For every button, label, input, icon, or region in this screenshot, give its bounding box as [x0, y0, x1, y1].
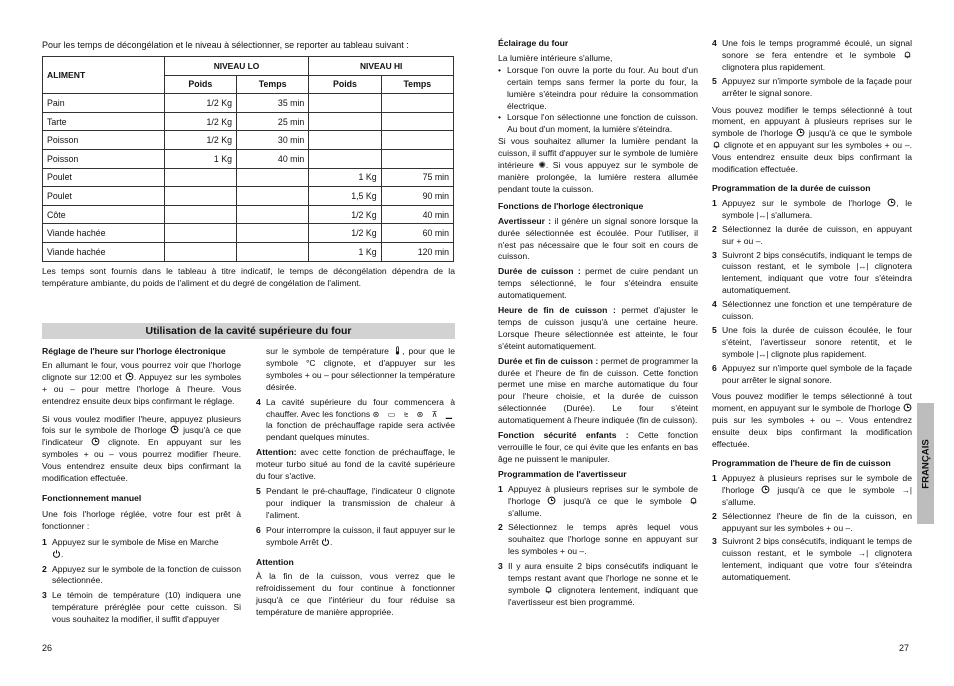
poids-lo-cell: 1/2 Kg [164, 131, 236, 150]
sub-temps-hi: Temps [381, 75, 453, 94]
temps-lo-cell [236, 187, 308, 206]
para-attention: Attention: avec cette fonction de préchauffage, le moteur turbo situé au fond de la cavité supérieure du four s'active. [256, 447, 455, 482]
oven-function-icons: ⊛ ▭ ⩬ ⊛ ⊼ ▁ [372, 409, 455, 419]
temps-lo-cell [236, 242, 308, 261]
para-avertisseur: Avertisseur : il génère un signal sonore lorsque la durée sélectionnée est écoulée. Pour l'utiliser, il n'est pas nécessaire que le four soit en cours de cuisson. [498, 215, 698, 262]
temps-lo-cell: 30 min [236, 131, 308, 150]
bell-icon [712, 140, 721, 149]
poids-lo-cell [164, 224, 236, 243]
section-title: Utilisation de la cavité supérieure du four [42, 323, 455, 339]
power-icon [52, 549, 61, 558]
temps-lo-cell: 25 min [236, 112, 308, 131]
clock-icon [91, 437, 100, 446]
table-row [43, 224, 454, 243]
avert-step-1: 1 Appuyez à plusieurs reprises sur le symbole de l'horloge jusqu'à ce que le symbole s'allume. [498, 483, 698, 518]
col-niveau-hi: NIVEAU HI [309, 57, 454, 76]
para-duree: Durée de cuisson : permet de cuire pendant un temps sélectionné, le four s'éteindra ensuite automatiquement. [498, 266, 698, 301]
duree-step-3: 3 Suivront 2 bips consécutifs, indiquant le temps de cuisson restant, et le symbole |↔| clignotera lentement, indiquant que votre four s'éteindra automatiquement. [712, 249, 912, 296]
light-icon: ✺ [538, 160, 546, 171]
temps-hi-cell [381, 149, 453, 168]
poids-lo-cell [164, 242, 236, 261]
intro-text: Pour les temps de décongélation et le niveau à sélectionner, se reporter au tableau suivant : [42, 40, 409, 50]
aliment-cell: Viande hachée [43, 224, 165, 243]
poids-hi-cell: 1 Kg [309, 168, 381, 187]
page-number-right: 27 [899, 643, 910, 653]
temps-hi-cell: 90 min [381, 187, 453, 206]
fin-step-2: 2 Sélectionnez l'heure de fin de la cuisson, en appuyant sur les symboles + ou –. [712, 510, 912, 533]
temps-lo-cell: 35 min [236, 94, 308, 113]
aliment-cell: Pain [43, 94, 165, 113]
step-4: 4 La cavité supérieure du four commencera à chauffer. Avec les fonctions ⊛ ▭ ⩬ ⊛ ⊼ ▁ la fonction de préchauffage rapide sera activée pendant quelques minutes. [256, 396, 455, 443]
avert-step-3: 3 Il y aura ensuite 2 bips consécutifs indiquant le temps restant avant que l'horloge ne sonne et le symbole clignotera lentement, indiquant que l'avertisseur est bien programmé. [498, 561, 699, 607]
defrost-table [42, 56, 454, 262]
poids-lo-cell: 1 Kg [164, 149, 236, 168]
para-duree-fin: Durée et fin de cuisson : permet de programmer la durée et l'heure de fin de cuisson. Cette fonction permet une mise en marche automatique du four pour l'heure choisie, et la durée de cuisson sélectionnée (Durée). Le four s'éteint automatiquement à l'heure indiquée (fin de cuisson). [498, 355, 698, 426]
poids-lo-cell [164, 205, 236, 224]
temps-hi-cell: 60 min [381, 224, 453, 243]
col-niveau-lo: NIVEAU LO [164, 57, 309, 76]
poids-hi-cell: 1,5 Kg [309, 187, 381, 206]
duree-step-4: 4 Sélectionnez une fonction et une température de cuisson. [712, 299, 912, 322]
heading-reglage: Réglage de l'heure sur l'horloge électronique [42, 346, 226, 356]
aliment-cell: Tarte [43, 112, 165, 131]
table-note: Les temps sont fournis dans le tableau à titre indicatif, le temps de décongélation dépendra de la température ambiante, du poids de l'aliment et du degré de congélation de l'aliment. [42, 266, 455, 288]
col-aliment: ALIMENT [43, 57, 165, 94]
temps-hi-cell: 40 min [381, 205, 453, 224]
para-lumiere: La lumière intérieure s'allume, [498, 52, 613, 63]
temps-hi-cell: 75 min [381, 168, 453, 187]
bell-icon [544, 585, 553, 594]
heading-prog-duree: Programmation de la durée de cuisson [712, 182, 871, 193]
step-2: 2 Appuyez sur le symbole de la fonction de cuisson sélectionnée. [42, 563, 241, 586]
end-time-icon: →| [858, 549, 869, 559]
step-6: 6 Pour interrompre la cuisson, il faut appuyer sur le symbole Arrêt . [256, 524, 455, 547]
page-number-left: 26 [42, 643, 53, 653]
para-modifier: Si vous voulez modifier l'heure, appuyez plusieurs fois sur le symbole de l'horloge jusqu'à ce que l'indicateur clignote. En appuyant sur les symboles + ou – vous pourrez modifier l'heure. Vous entendrez ensuite deux bips confirmant la modification effectuée. [42, 413, 242, 484]
para-fin-cuisson: À la fin de la cuisson, vous verrez que le refroidissement du four continue à fonctionner jusqu'à ce que l'intérieur du four réduise sa température de manière appropriée. [256, 571, 455, 618]
table-row [43, 94, 454, 113]
poids-lo-cell: 1/2 Kg [164, 112, 236, 131]
sub-temps-lo: Temps [236, 75, 308, 94]
bullet-2: • Lorsque l'on sélectionne une fonction de cuisson. Au bout d'un moment, la lumière s'éteindra. [498, 112, 698, 135]
step-1: 1 Appuyez sur le symbole de Mise en Marche . [42, 536, 219, 559]
language-tab: FRANÇAIS [917, 403, 934, 524]
heading-attention: Attention [256, 556, 294, 567]
para-allumer: Si vous souhaitez allumer la lumière pendant la cuisson, il suffit d'appuyer sur le symbole de lumière intérieure ✺. Si vous appuyez sur le symbole de manière prolongée, la lumière restera allumée pendant toute la cuisson. [498, 136, 699, 194]
fin-step-1: 1 Appuyez à plusieurs reprises sur le symbole de l'horloge jusqu'à ce que le symbole →| s'allume. [712, 472, 912, 507]
duration-icon: |↔| [756, 349, 769, 359]
table-row [43, 131, 454, 150]
table-row [43, 242, 454, 261]
duree-step-5: 5 Une fois la durée de cuisson écoulée, le four s'éteint, l'avertisseur sonore retentit, et le symbole |↔| clignote plus rapidement. [712, 324, 912, 359]
avert-step-4: 4 Une fois le temps programmé écoulé, un signal sonore se fera entendre et le symbole clignotera plus rapidement. [712, 38, 912, 72]
aliment-cell: Poulet [43, 187, 165, 206]
left-col2 [256, 346, 455, 619]
poids-lo-cell [164, 187, 236, 206]
heading-prog-fin: Programmation de l'heure de fin de cuisson [712, 458, 891, 468]
bell-icon [903, 50, 912, 59]
temps-lo-cell [236, 205, 308, 224]
poids-hi-cell [309, 112, 381, 131]
temps-hi-cell [381, 131, 453, 150]
clock-icon [547, 496, 556, 505]
poids-lo-cell: 1/2 Kg [164, 94, 236, 113]
poids-hi-cell [309, 131, 381, 150]
para-temp: sur le symbole de température , pour que le symbole °C clignote, et d'appuyer sur les symboles + ou – pour sélectionner la température désirée. [266, 346, 455, 392]
clock-icon [761, 485, 770, 494]
heading-fonctions: Fonctions de l'horloge électronique [498, 200, 644, 211]
para-manuel: Une fois l'horloge réglée, votre four est prêt à fonctionner : [42, 508, 241, 531]
poids-hi-cell [309, 149, 381, 168]
temps-hi-cell: 120 min [381, 242, 453, 261]
table-row [43, 168, 454, 187]
poids-hi-cell: 1/2 Kg [309, 205, 381, 224]
aliment-cell: Poulet [43, 168, 165, 187]
table-row [43, 112, 454, 131]
duree-step-2: 2 Sélectionnez la durée de cuisson, en appuyant sur + ou –. [712, 223, 912, 246]
clock-icon [796, 128, 805, 137]
sub-poids-hi: Poids [309, 75, 381, 94]
poids-hi-cell: 1 Kg [309, 242, 381, 261]
clock-icon [170, 425, 179, 434]
poids-lo-cell [164, 168, 236, 187]
heading-eclairage: Éclairage du four [498, 38, 569, 48]
temps-lo-cell: 40 min [236, 149, 308, 168]
temps-hi-cell [381, 94, 453, 113]
para-securite: Fonction sécurité enfants : Cette fonction verrouille le four, ce qui évite que les enfants en bas âge ne puissent le manipuler. [498, 430, 699, 464]
duree-step-6: 6 Appuyez sur n'importe quel symbole de la façade pour arrêter le signal sonore. [712, 362, 912, 385]
clock-icon [903, 403, 912, 412]
aliment-cell: Poisson [43, 131, 165, 150]
clock-icon [125, 372, 134, 381]
poids-hi-cell [309, 94, 381, 113]
clock-icon [887, 198, 896, 207]
bell-icon [689, 496, 698, 505]
thermometer-icon [393, 346, 402, 355]
temps-lo-cell [236, 224, 308, 243]
fin-step-3: 3 Suivront 2 bips consécutifs, indiquant le temps de cuisson restant, et le symbole →| clignotera lentement, indiquant que votre four s'éteindra automatiquement. [712, 536, 912, 583]
end-time-icon: →| [901, 485, 912, 495]
aliment-cell: Viande hachée [43, 242, 165, 261]
para-reglage: En allumant le four, vous pourrez voir que l'horloge clignote sur 12:00 et . Appuyez sur les symboles + ou – pour mettre l'horloge à l'heure. Vous entendrez ensuite deux bips confirmant le réglage. [42, 359, 241, 406]
para-heure-fin: Heure de fin de cuisson : permet d'ajuster le temps de cuisson jusqu'à une certaine heure. Lorsque l'heure sélectionnée est atteinte, le four s'éteint automatiquement. [498, 305, 698, 351]
temps-hi-cell [381, 112, 453, 131]
right-col2 [712, 38, 912, 584]
table-row [43, 149, 454, 168]
table-row [43, 187, 454, 206]
para-modifier-avert: Vous pouvez modifier le temps sélectionné à tout moment, en appuyant à plusieurs reprises sur le symbole de l'horloge jusqu'à ce que le symbole clignote et en appuyant sur les symboles + ou –. Vous entendrez ensuite deux bips confirmant la modification effectuée. [712, 104, 913, 175]
heading-prog-avertisseur: Programmation de l'avertisseur [498, 468, 627, 479]
temps-lo-cell [236, 168, 308, 187]
duration-icon: |↔| [856, 262, 869, 272]
duree-step-1: 1 Appuyez sur le symbole de l'horloge , le symbole |↔| s'allumera. [712, 197, 912, 220]
poids-hi-cell: 1/2 Kg [309, 224, 381, 243]
duration-icon: |↔| [756, 210, 769, 220]
aliment-cell: Poisson [43, 149, 165, 168]
para-modifier-duree: Vous pouvez modifier le temps sélectionné à tout moment, en appuyant sur le symbole de l'horloge puis sur les symboles + ou –. Vous entendrez ensuite deux bips confirmant la modification effectuée. [712, 391, 912, 450]
right-col1 [498, 38, 698, 609]
power-icon [321, 537, 330, 546]
sub-poids-lo: Poids [164, 75, 236, 94]
avert-step-2: 2 Sélectionnez le temps après lequel vous souhaitez que l'horloge sonne en appuyant sur les symboles + ou –. [498, 522, 698, 557]
heading-manuel: Fonctionnement manuel [42, 492, 142, 503]
avert-step-5: 5 Appuyez sur n'importe symbole de la façade pour arrêter le signal sonore. [712, 75, 912, 98]
step-3: 3 Le témoin de température (10) indiquera une température préréglée pour cette cuisson. Si vous souhaitez la modifier, il suffit d'appuyer [42, 590, 241, 625]
table-row [43, 205, 454, 224]
step-5: 5 Pendant le pré-chauffage, l'indicateur 0 clignote pour indiquer la transmission de chaleur à l'aliment. [256, 485, 455, 520]
bullet-1: • Lorsque l'on ouvre la porte du four. Au bout d'un certain temps sans fermer la porte du four, la lumière s'éteindra pour réduire la consommation électrique. [498, 64, 698, 111]
left-col1 [42, 346, 241, 626]
aliment-cell: Côte [43, 205, 165, 224]
